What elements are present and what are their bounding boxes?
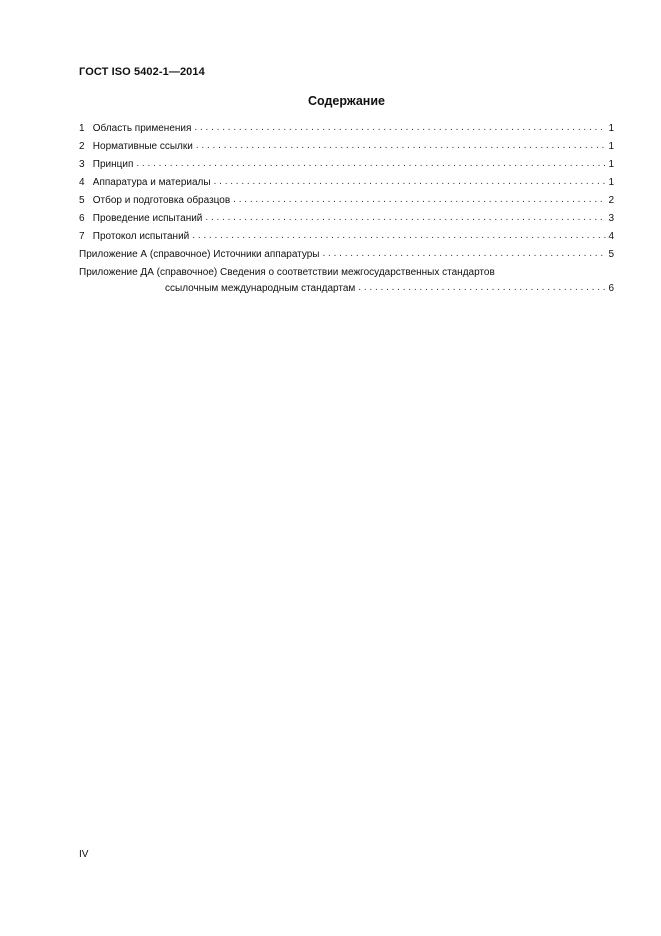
- toc-item-page: 2: [608, 195, 614, 206]
- toc-item-title: Область применения: [92, 123, 192, 134]
- toc-appendix-title-line2: ссылочным международным стандартам: [165, 283, 356, 294]
- toc-item-title: Отбор и подготовка образцов: [92, 195, 231, 206]
- toc-item-page: 4: [608, 231, 614, 242]
- toc-item-page: 1: [608, 159, 614, 170]
- page-title: [0, 94, 661, 108]
- toc-item-number: 2: [79, 141, 85, 152]
- document-header: ГОСТ ISO 5402-1—2014: [79, 66, 205, 78]
- page-title-text: Содержание: [307, 94, 385, 108]
- toc-appendix-line2: [79, 281, 614, 297]
- toc-item-page: 5: [608, 249, 614, 260]
- toc-leader-dots: [194, 120, 606, 136]
- toc-leader-dots: [205, 210, 606, 226]
- toc-leader-dots: [323, 246, 607, 262]
- toc-leader-dots: [136, 156, 606, 172]
- toc-leader-dots: [358, 280, 606, 296]
- toc-appendix-da[interactable]: [79, 265, 614, 297]
- toc-item-number: 7: [79, 231, 85, 242]
- toc-item-title: Аппаратура и материалы: [92, 177, 211, 188]
- toc-item-7[interactable]: [79, 229, 614, 247]
- toc-item-number: 5: [79, 195, 85, 206]
- toc-item-label: [79, 211, 202, 227]
- toc-item-3[interactable]: [79, 157, 614, 175]
- toc-appendix-title-line1: Приложение ДА (справочное) Сведения о соответствии межгосударственных стандартов: [79, 267, 495, 278]
- page-number: IV: [79, 849, 89, 860]
- toc-item-page: 1: [608, 123, 614, 134]
- toc-item-number: 3: [79, 159, 85, 170]
- toc-item-page: 6: [608, 283, 614, 294]
- toc-item-number: 6: [79, 213, 85, 224]
- toc-item-label: [79, 175, 211, 191]
- toc-item-4[interactable]: [79, 175, 614, 193]
- toc-appendix-title: Приложение А (справочное) Источники аппаратуры: [79, 249, 320, 260]
- toc-item-page: 1: [608, 141, 614, 152]
- toc-item-title: Протокол испытаний: [92, 231, 190, 242]
- toc-leader-dots: [214, 174, 606, 190]
- toc-leader-dots: [192, 228, 606, 244]
- toc-leader-dots: [233, 192, 606, 208]
- toc-item-5[interactable]: [79, 193, 614, 211]
- toc-item-label: [79, 139, 193, 155]
- toc-item-1[interactable]: [79, 121, 614, 139]
- toc-item-label: [79, 193, 230, 209]
- toc-item-2[interactable]: [79, 139, 614, 157]
- toc-item-title: Принцип: [92, 159, 134, 170]
- toc-item-page: 1: [608, 177, 614, 188]
- toc-item-title: Проведение испытаний: [92, 213, 203, 224]
- toc-leader-dots: [196, 138, 606, 154]
- toc-item-page: 3: [608, 213, 614, 224]
- toc-item-label: [79, 229, 189, 245]
- toc-appendix-a[interactable]: [79, 247, 614, 265]
- toc-item-number: 1: [79, 123, 85, 134]
- table-of-contents: [79, 121, 614, 297]
- toc-item-title: Нормативные ссылки: [92, 141, 193, 152]
- toc-item-6[interactable]: [79, 211, 614, 229]
- toc-item-label: [79, 157, 133, 173]
- toc-item-label: [79, 121, 191, 137]
- toc-item-number: 4: [79, 177, 85, 188]
